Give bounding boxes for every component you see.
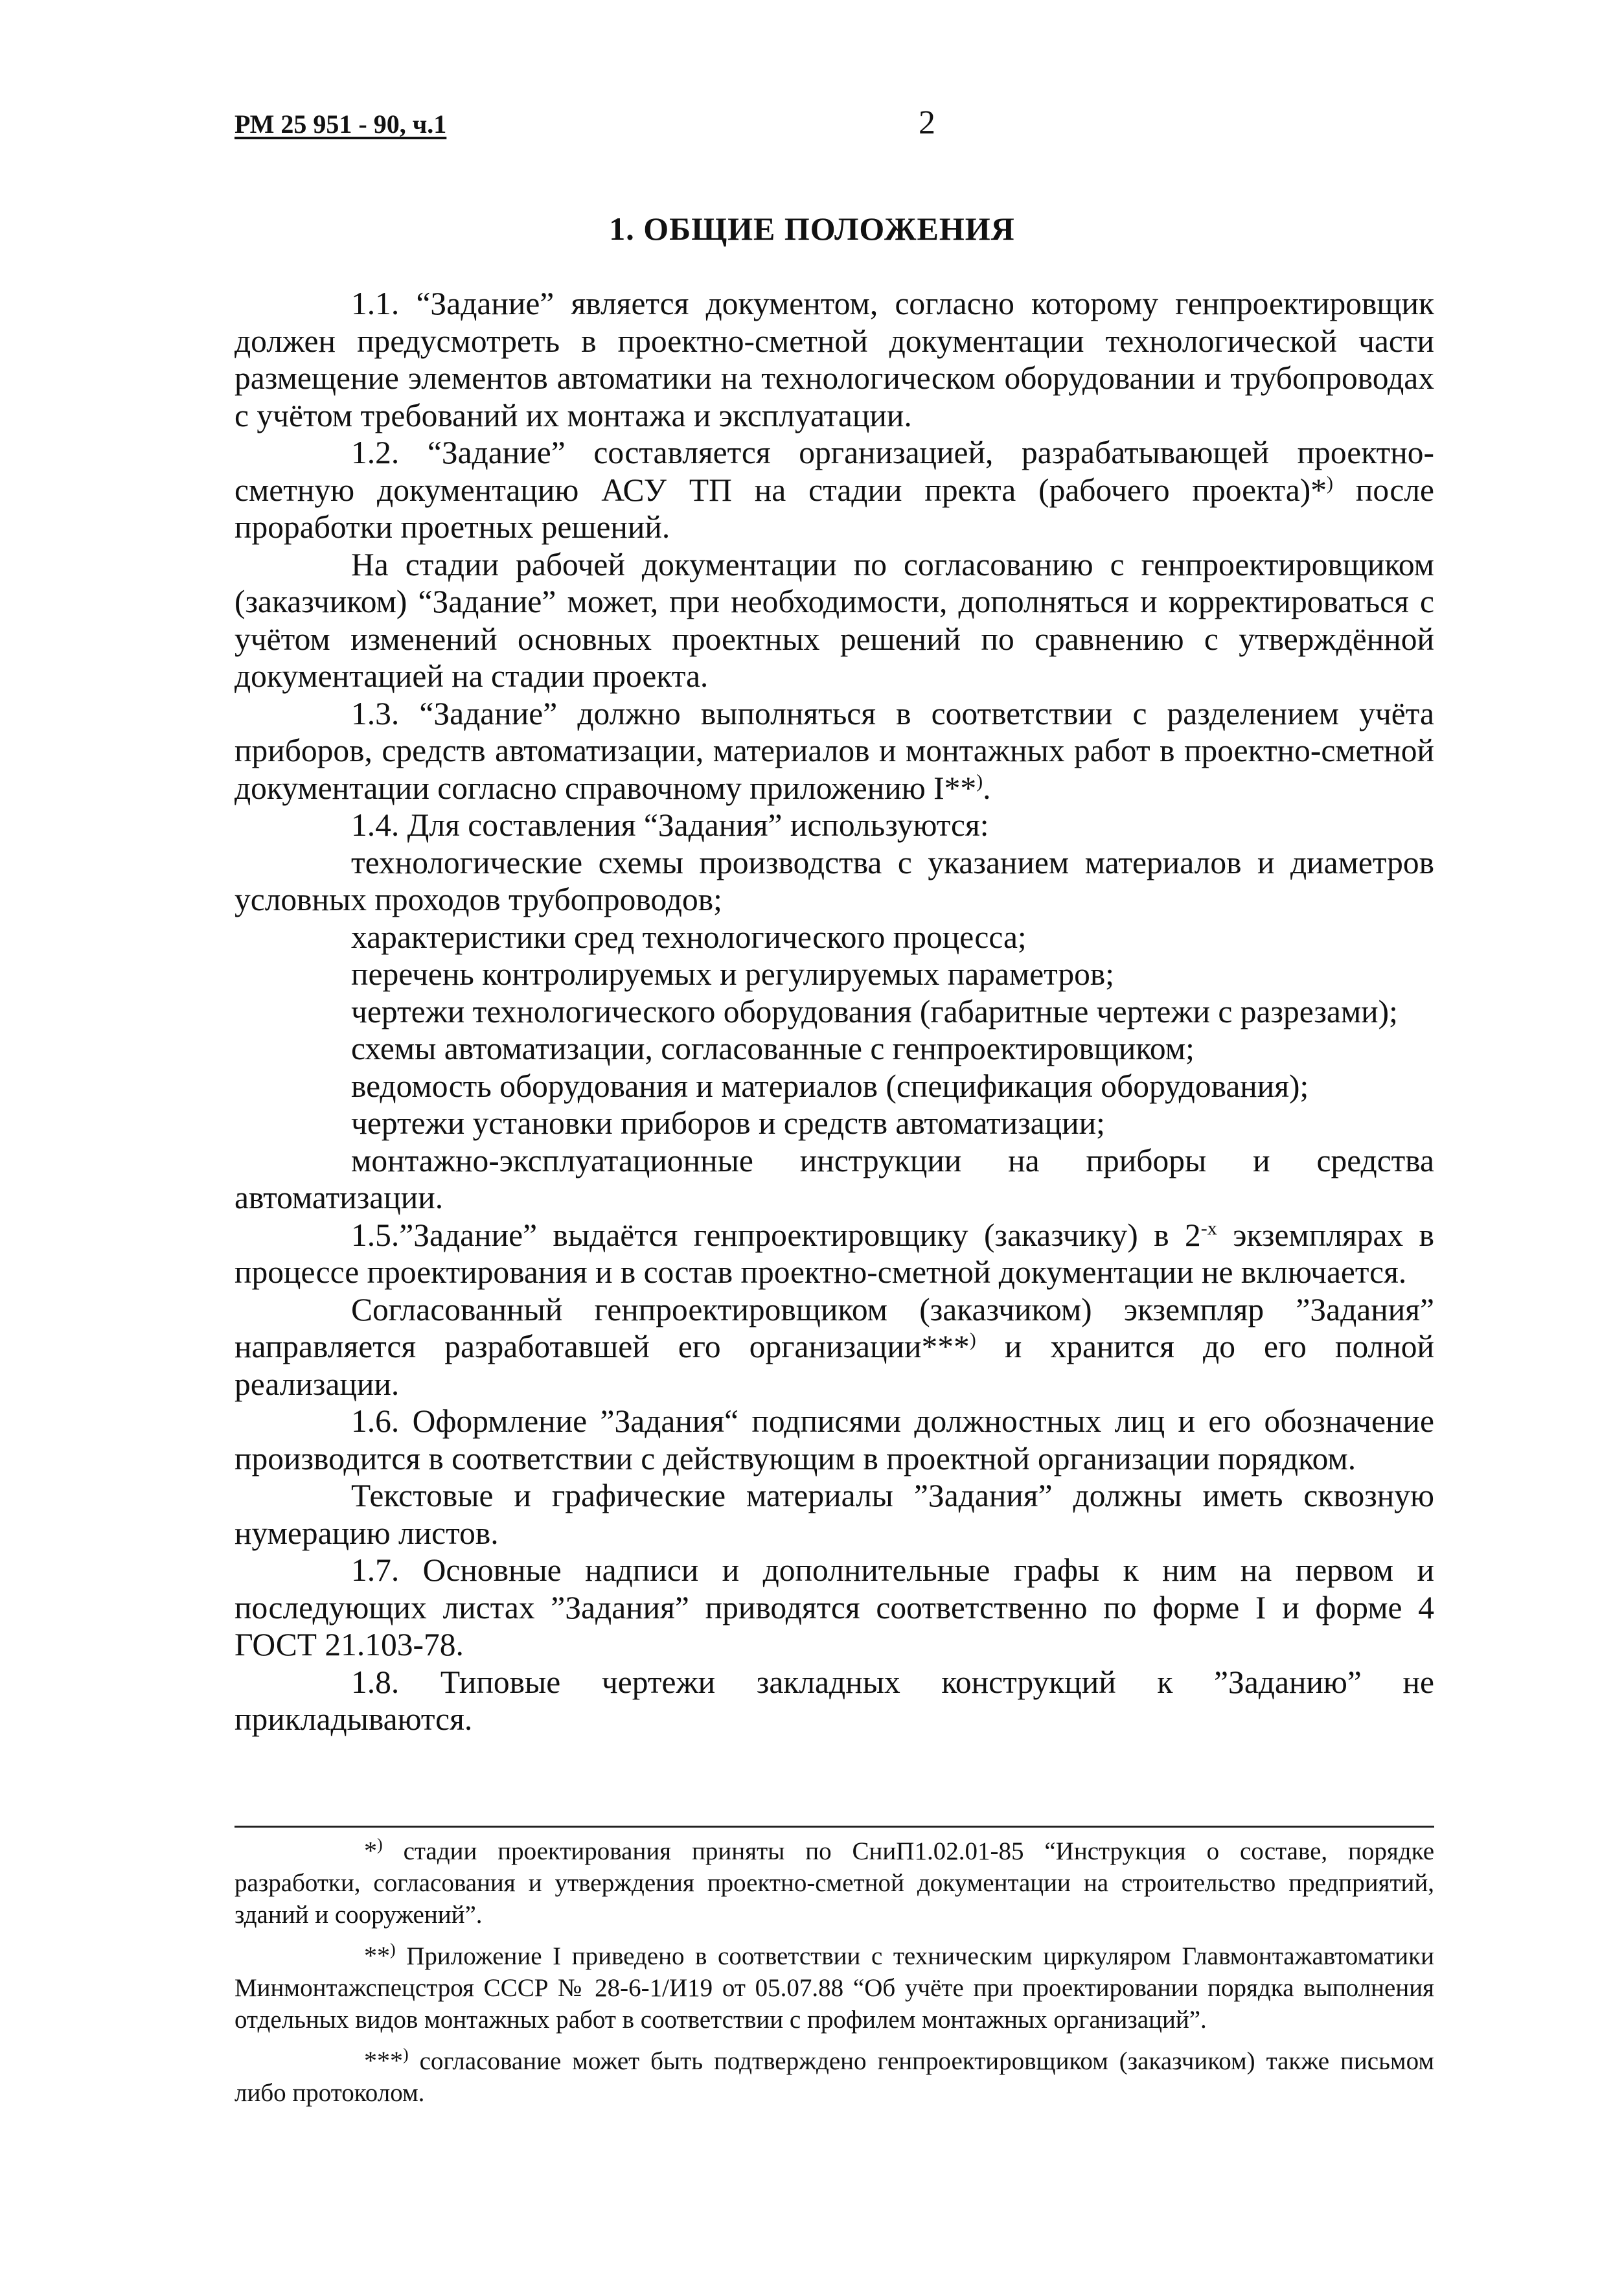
footnote-3-mark: [364, 2046, 409, 2075]
paragraph-1-4: 1.4. Для составления “Задания” используются:: [351, 807, 989, 843]
footnote-1: [234, 1835, 1434, 1931]
list-item-7: чертежи установки приборов и средств автоматизации;: [351, 1105, 1105, 1141]
footnote-1-mark: [364, 1836, 383, 1865]
paragraph-1-3: [234, 695, 1434, 807]
copies-superscript: -х: [1200, 1217, 1217, 1239]
paragraph-1-2-continued: На стадии рабочей документации по согласованию с генпроектировщиком (заказчиком) “Задание” может, при необходимости, дополняться и корректироваться с учётом изменений основных проектных решений по сравнению с утверждённой документацией на стадии проекта.: [234, 546, 1434, 694]
list-item-8: монтажно-эксплуатационные инструкции на приборы и средства автоматизации.: [234, 1142, 1434, 1215]
paragraph-1-5-continued: [234, 1291, 1434, 1403]
footnote-3: [234, 2045, 1434, 2109]
footnote-1-paren: ): [377, 1835, 383, 1854]
footnote-3-paren: ): [403, 2045, 409, 2064]
footnote-2: [234, 1940, 1434, 2036]
page-number: 2: [919, 104, 935, 141]
paragraph-1-3-text: 1.3. “Задание” должно выполняться в соответствии с разделением учёта приборов, средств автоматизации, материалов и монтажных работ в проектно-сметной документации согласно справочному приложению I**: [234, 695, 1434, 806]
footnote-ref-2: ): [976, 770, 983, 792]
paragraph-1-1: 1.1. “Задание” является документом, согласно которому генпроектировщик должен предусмотреть в проектно-сметной документации технологической части размещение элементов автоматики на технологическом оборудовании и трубопроводах с учётом требований их монтажа и эксплуатации.: [234, 286, 1434, 433]
footnote-ref-1: ): [1326, 472, 1333, 494]
footnote-2-asterisk: **: [364, 1941, 390, 1970]
footnote-2-mark: [364, 1941, 396, 1970]
paragraph-1-5-text-end: экземплярах в процессе проектирования и в состав проектно-сметной документации не включается.: [234, 1217, 1435, 1290]
paragraph-1-2: [234, 434, 1434, 546]
footnote-ref-3: ): [969, 1329, 976, 1351]
footnote-2-text: Приложение I приведено в соответствии с техническим циркуляром Главмонтажавтоматики Минмонтажспецстроя СССР № 28-6-1/И19 от 05.07.88 “Об учёте при проектировании порядка выполнения отдельных видов монтажных работ в соответствии с профилем монтажных организаций”.: [234, 1942, 1434, 2034]
paragraph-1-6: 1.6. Оформление ”Задания“ подписями должностных лиц и его обозначение производится в соответствии с действующим в проектной организации порядком.: [234, 1403, 1434, 1476]
paragraph-1-5-continued-text: Согласованный генпроектировщиком (заказчиком) экземпляр ”Задания” направляется разработавшей его организации***: [234, 1291, 1434, 1364]
paragraph-1-2-text: 1.2. “Задание” составляется организацией, разрабатывающей проектно-сметную документацию АСУ ТП на стадии пректа (рабочего проекта)*: [234, 435, 1434, 508]
paragraph-1-2-text-end: после проработки проетных решений.: [234, 472, 1434, 545]
document-code: РМ 25 951 - 90, ч.1: [234, 109, 447, 139]
paragraph-1-5-text: 1.5.”Задание” выдаётся генпроектировщику (заказчику) в 2: [351, 1217, 1201, 1253]
list-item-1: технологические схемы производства с указанием материалов и диаметров условных проходов трубопроводов;: [234, 844, 1434, 917]
list-item-4: чертежи технологического оборудования (габаритные чертежи с разрезами);: [351, 993, 1398, 1029]
footnote-3-text: согласование может быть подтверждено генпроектировщиком (заказчиком) также письмом либо протоколом.: [234, 2047, 1434, 2107]
paragraph-1-7: 1.7. Основные надписи и дополнительные графы к ним на первом и последующих листах ”Задания” приводятся соответственно по форме I и форме 4 ГОСТ 21.103-78.: [234, 1552, 1434, 1662]
footnote-1-text: стадии проектирования приняты по СниП1.02.01-85 “Инструкция о составе, порядке разработки, согласования и утверждения проектно-сметной документации на строительство предприятий, зданий и сооружений”.: [234, 1837, 1434, 1929]
paragraph-1-6-continued: Текстовые и графические материалы ”Задания” должны иметь сквозную нумерацию листов.: [234, 1478, 1434, 1551]
list-item-2: характеристики сред технологического процесса;: [351, 919, 1027, 955]
paragraph-1-3-text-end: .: [983, 770, 991, 806]
list-item-5: схемы автоматизации, согласованные с генпроектировщиком;: [351, 1031, 1195, 1066]
footnote-3-asterisk: ***: [364, 2046, 403, 2075]
body-text: [234, 285, 1434, 1738]
paragraph-1-8: 1.8. Типовые чертежи закладных конструкций к ”Заданию” не прикладываются.: [234, 1664, 1434, 1737]
list-item-6: ведомость оборудования и материалов (спецификация оборудования);: [351, 1068, 1309, 1104]
section-title: 1. ОБЩИЕ ПОЛОЖЕНИЯ: [609, 211, 1015, 247]
paragraph-1-5-continued-end: и хранится до его полной реализации.: [234, 1329, 1434, 1402]
footnote-divider: [234, 1826, 1434, 1828]
list-item-3: перечень контролируемых и регулируемых параметров;: [351, 956, 1115, 992]
footnote-2-paren: ): [390, 1940, 396, 1959]
footnotes: [234, 1835, 1434, 2118]
paragraph-1-5: [234, 1217, 1434, 1291]
footnote-1-asterisk: *: [364, 1836, 377, 1865]
